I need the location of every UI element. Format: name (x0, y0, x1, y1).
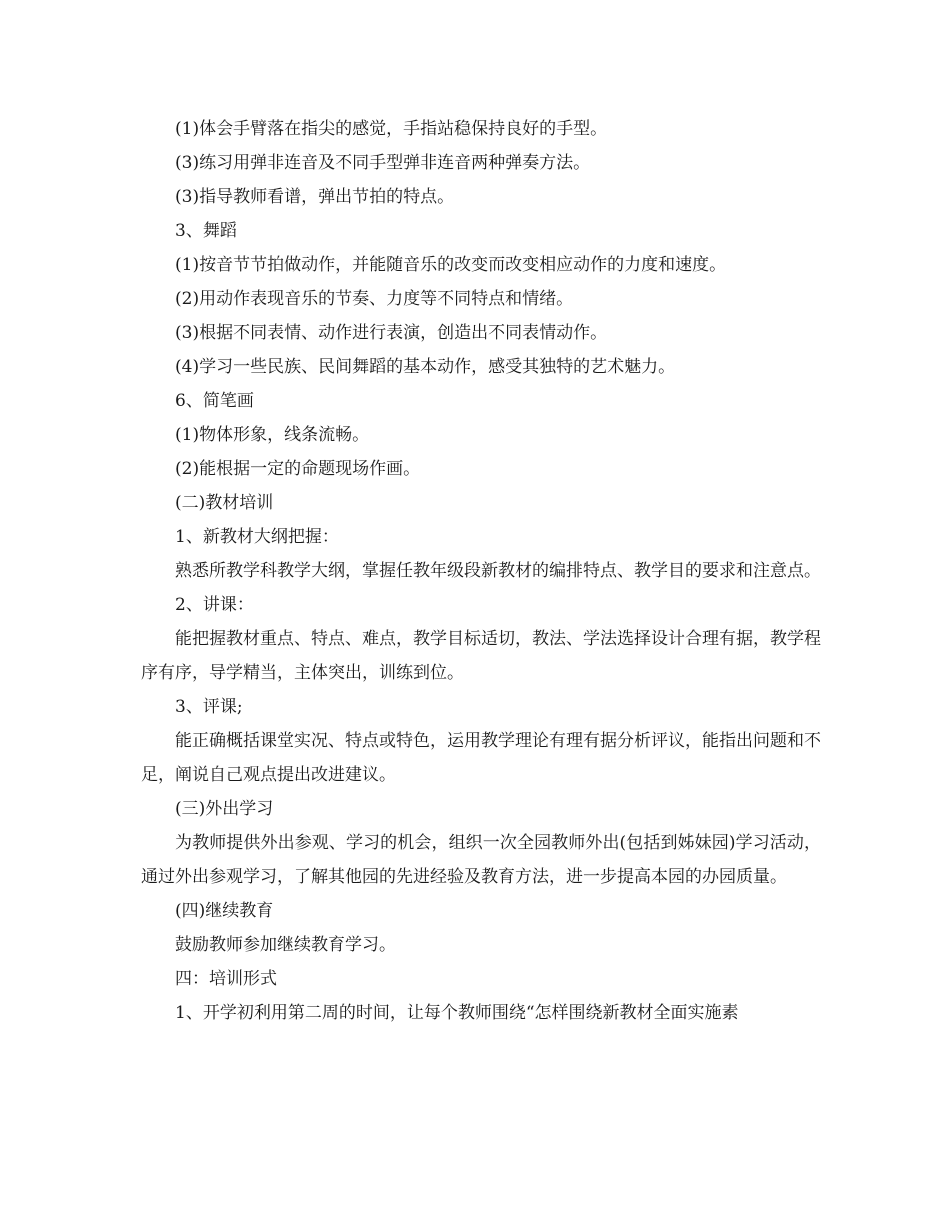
section-heading: 四：培训形式 (175, 969, 277, 989)
paragraph: (1)按音节节拍做动作，并能随音乐的改变而改变相应动作的力度和速度。 (175, 255, 727, 275)
paragraph: (1)物体形象，线条流畅。 (175, 425, 370, 445)
section-heading: (三)外出学习 (175, 799, 274, 819)
paragraph: (3)根据不同表情、动作进行表演，创造出不同表情动作。 (175, 323, 608, 343)
paragraph: (1)体会手臂落在指尖的感觉，手指站稳保持良好的手型。 (175, 119, 608, 139)
paragraph: 熟悉所教学科教学大纲，掌握任教年级段新教材的编排特点、教学目的要求和注意点。 (175, 561, 821, 581)
paragraph: (3)指导教师看谱，弹出节拍的特点。 (175, 187, 455, 207)
paragraph: 为教师提供外出参观、学习的机会，组织一次全园教师外出(包括到姊妹园)学习活动，通过外出参观学习，了解其他园的先进经验及教育方法，进一步提高本园的办园质量。 (141, 833, 821, 887)
section-heading: 3、舞蹈 (175, 221, 237, 241)
paragraph: (4)学习一些民族、民间舞蹈的基本动作，感受其独特的艺术魅力。 (175, 357, 676, 377)
paragraph: 1、开学初利用第二周的时间，让每个教师围绕“怎样围绕新教材全面实施素 (175, 1003, 739, 1023)
section-heading: (二)教材培训 (175, 493, 274, 513)
document-body (141, 112, 821, 1030)
section-heading: 1、新教材大纲把握： (175, 527, 339, 547)
section-heading: (四)继续教育 (175, 901, 274, 921)
section-heading: 2、讲课： (175, 595, 254, 615)
paragraph: (2)能根据一定的命题现场作画。 (175, 459, 421, 479)
section-heading: 6、简笔画 (175, 391, 254, 411)
paragraph: 能正确概括课堂实况、特点或特色，运用教学理论有理有据分析评议，能指出问题和不足，阐说自己观点提出改进建议。 (141, 731, 821, 785)
paragraph: 鼓励教师参加继续教育学习。 (175, 935, 396, 955)
section-heading: 3、评课; (175, 697, 243, 717)
paragraph: (3)练习用弹非连音及不同手型弹非连音两种弹奏方法。 (175, 153, 591, 173)
paragraph: (2)用动作表现音乐的节奏、力度等不同特点和情绪。 (175, 289, 574, 309)
paragraph: 能把握教材重点、特点、难点，教学目标适切，教法、学法选择设计合理有据，教学程序有序，导学精当，主体突出，训练到位。 (141, 629, 821, 683)
